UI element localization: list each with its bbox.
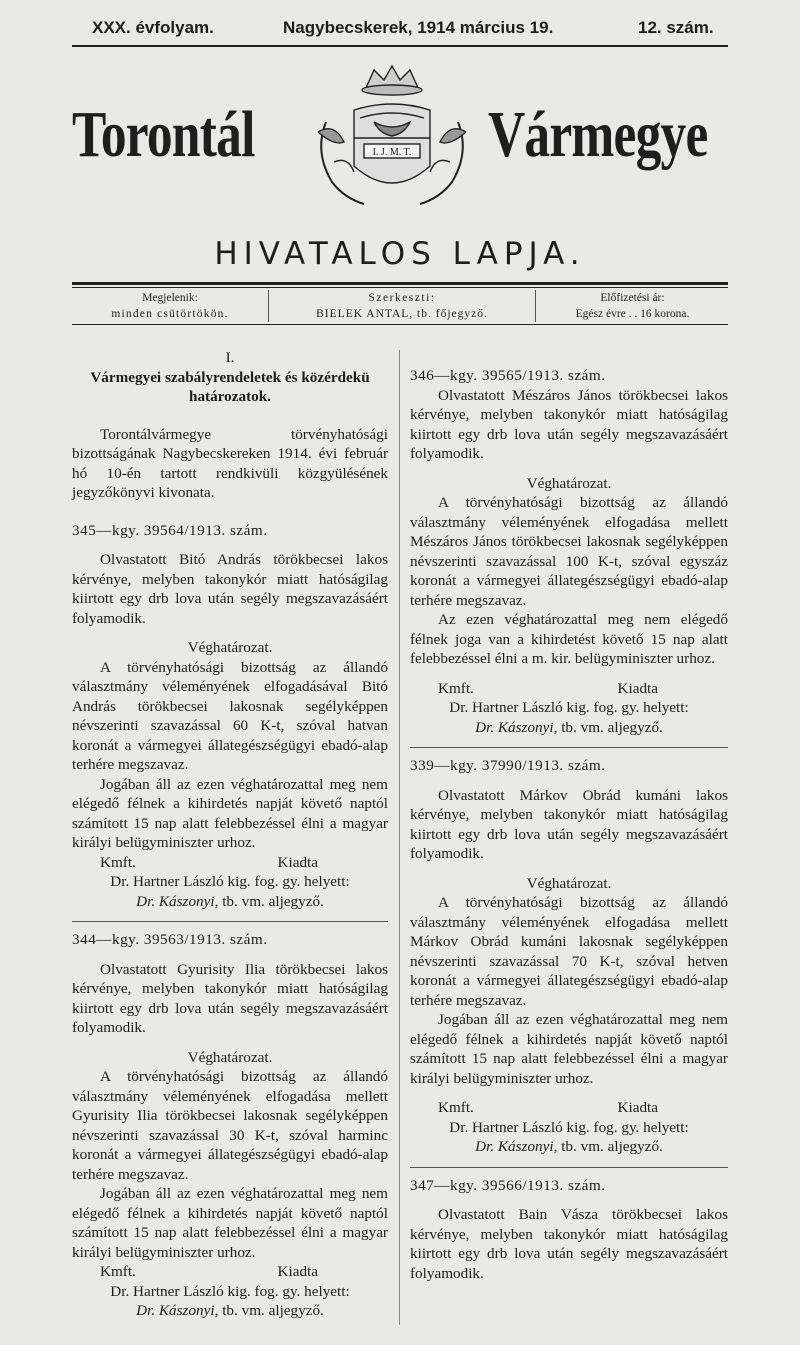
info-price <box>537 290 728 322</box>
entry-appeal: Jogában áll az ezen véghatározattal meg nem elégedő félnek a kihirdetés napját követő naptól számított 15 nap alatt felebbezéssel élni a magyar királyi belügyminiszter urhoz. <box>72 775 388 851</box>
entry-kiadta: Kiadta <box>617 1099 658 1116</box>
entry-ref: 339—kgy. 37990/1913. szám. <box>410 757 606 774</box>
entry-signer: Dr. Hartner László kig. fog. gy. helyett: <box>110 1282 350 1300</box>
entry-appeal: Jogában áll az ezen véghatározattal meg nem elégedő félnek a kihirdetés napját követő naptól számított 15 nap alatt felebbezéssel élni a magyar királyi belügyminiszter urhoz. <box>410 1011 728 1087</box>
entry-decision: A törvényhatósági bizottság az állandó választmány véleményének elfogadásával Bitó András törökbecsei lakosnak segélyképpen névszerinti szavazással 60 K-t, szóval hatvan koronát a vármegyei állategészségügyi ebadó-alap terhére megszavaz. <box>72 658 388 773</box>
crest-text: I. J. M. T. <box>372 147 412 158</box>
entry-kmft: Kmft. <box>100 853 136 871</box>
info-published-value: minden csütörtökön. <box>111 308 229 320</box>
entry-signer2-name: Dr. Kászonyi, <box>475 718 558 736</box>
info-top-rule-thin <box>72 287 728 288</box>
section-number: I. <box>225 349 235 366</box>
info-published <box>72 290 268 322</box>
entry-kmft: Kmft. <box>438 679 474 697</box>
info-divider <box>535 290 536 322</box>
title-left: Torontál <box>72 98 255 171</box>
place-date: Nagybecskerek, 1914 március 19. <box>283 18 554 37</box>
entry-kiadta: Kiadta <box>277 853 318 871</box>
info-divider <box>268 290 269 322</box>
info-price-label: Előfizetési ár: <box>600 292 665 304</box>
entry-decision-title: Véghatározat. <box>187 639 273 656</box>
resolution-entry <box>410 366 728 737</box>
issue-header <box>0 18 800 42</box>
entry-signer: Dr. Hartner László kig. fog. gy. helyett: <box>449 699 689 716</box>
entry-ref: 345—kgy. 39564/1913. szám. <box>72 521 268 539</box>
info-editor <box>270 290 534 322</box>
entry-request: Olvastatott Mészáros János törökbecsei lakos kérvénye, melyben takonykór miatt hatóságilag kiirtott egy drb lova után segély megszavazásáért folyamodik. <box>410 386 728 462</box>
entry-signer2-name: Dr. Kászonyi, <box>136 892 219 910</box>
right-column <box>410 366 728 1283</box>
volume-label: XXX. évfolyam. <box>92 18 214 37</box>
entry-appeal: Az ezen véghatározattal meg nem elégedő félnek joga van a kihirdetést követő 15 nap alatt felebbezéssel élni a m. kir. belügyminiszter urhoz. <box>410 611 728 667</box>
entry-signer: Dr. Hartner László kig. fog. gy. helyett: <box>449 1118 689 1136</box>
entry-kiadta: Kiadta <box>617 679 658 697</box>
entry-decision: A törvényhatósági bizottság az állandó választmány véleményének elfogadása mellett Gyurisity Ilia törökbecsei lakosnak segélyképpen névszerinti szavazással 30 K-t, szóval harminc koronát a vármegyei állategészségügyi ebadó-alap terhére megszavaz. <box>72 1068 388 1183</box>
title-right: Vármegye <box>488 98 708 171</box>
entry-decision-title: Véghatározat. <box>187 1048 273 1066</box>
info-editor-value: BIELEK ANTAL, tb. főjegyző. <box>316 308 488 320</box>
entry-kmft: Kmft. <box>100 1263 136 1280</box>
coat-of-arms-icon <box>304 62 480 212</box>
entry-appeal: Jogában áll az ezen véghatározattal meg nem elégedő félnek a kihirdetés napját követő naptól számított 15 nap alatt felebbezéssel élni a magyar királyi belügyminiszter urhoz. <box>72 1185 388 1261</box>
info-published-label: Megjelenik: <box>142 292 198 304</box>
resolution-entry <box>410 1176 728 1284</box>
entry-separator <box>72 921 388 922</box>
resolution-entry <box>72 930 388 1321</box>
entry-signer2-title: tb. vm. aljegyző. <box>222 892 324 910</box>
entry-decision: A törvényhatósági bizottság az állandó választmány véleményének elfogadása mellett Mészáros János törökbecsei lakosnak segélyképpen névszerinti szavazással 100 K-t, szóval egyszáz koronát a vármegyei állategészségügyi ebadó-alap terhére megszavaz. <box>410 494 728 609</box>
resolution-entry <box>72 521 388 912</box>
column-divider <box>399 350 400 1325</box>
entry-signer2-name: Dr. Kászonyi, <box>136 1302 219 1319</box>
entry-signer2-title: tb. vm. aljegyző. <box>561 1138 663 1155</box>
entry-signer: Dr. Hartner László kig. fog. gy. helyett: <box>110 873 350 890</box>
subtitle: HIVATALOS LAPJA. <box>214 236 586 272</box>
entry-decision: A törvényhatósági bizottság az állandó választmány véleményének elfogadása mellett Márkov Obrád kumáni lakosnak segélyképpen névszerinti szavazással 70 K-t, szóval hetven koronát a vármegyei állategészségügyi ebadó-alap terhére megszavaz. <box>410 894 728 1009</box>
info-editor-label: Szerkeszti: <box>368 292 436 304</box>
info-bottom-rule <box>72 324 728 325</box>
entry-separator <box>410 1167 728 1168</box>
resolution-entry <box>410 756 728 1157</box>
entry-signer2-name: Dr. Kászonyi, <box>475 1138 558 1155</box>
entry-kmft: Kmft. <box>438 1099 474 1116</box>
entry-ref: 344—kgy. 39563/1913. szám. <box>72 931 268 948</box>
header-rule <box>72 45 728 47</box>
issue-number: 12. szám. <box>638 18 714 37</box>
entry-ref: 346—kgy. 39565/1913. szám. <box>410 367 606 384</box>
left-column <box>72 348 388 1321</box>
entry-signer2-title: tb. vm. aljegyző. <box>222 1302 324 1319</box>
section-title: Vármegyei szabályrendeletek és közérdekü határozatok. <box>90 368 370 405</box>
entry-decision-title: Véghatározat. <box>526 874 612 892</box>
info-top-rule <box>72 282 728 285</box>
entry-signer2-title: tb. vm. aljegyző. <box>561 718 663 736</box>
entry-request: Olvastatott Gyurisity Ilia törökbecsei lakos kérvénye, melyben takonykór miatt hatóságilag kiirtott egy drb lova után segély megszavazásáért folyamodik. <box>72 960 388 1036</box>
entry-ref: 347—kgy. 39566/1913. szám. <box>410 1176 606 1194</box>
intro-text: Torontálvármegye törvényhatósági bizottságának Nagybecskereken 1914. évi február hó 10-én tartott rendkivüli közgyülésének jegyzőkönyvi kivonata. <box>72 425 388 501</box>
entry-decision-title: Véghatározat. <box>526 474 612 492</box>
entry-request: Olvastatott Márkov Obrád kumáni lakos kérvénye, melyben takonykór miatt hatóságilag kiirtott egy drb lova után segély megszavazásáért folyamodik. <box>410 786 728 862</box>
entry-request: Olvastatott Bain Vásza törökbecsei lakos kérvénye, melyben takonykór miatt hatóságilag kiirtott egy drb lova után segély megszavazásáért folyamodik. <box>410 1206 728 1282</box>
entry-kiadta: Kiadta <box>277 1263 318 1280</box>
entry-separator <box>410 747 728 748</box>
info-price-value: Egész évre . . 16 korona. <box>575 308 690 320</box>
entry-request: Olvastatott Bitó András törökbecsei lakos kérvénye, melyben takonykór miatt hatóságilag kiirtott egy drb lova után segély megszavazásáért folyamodik. <box>72 551 388 627</box>
